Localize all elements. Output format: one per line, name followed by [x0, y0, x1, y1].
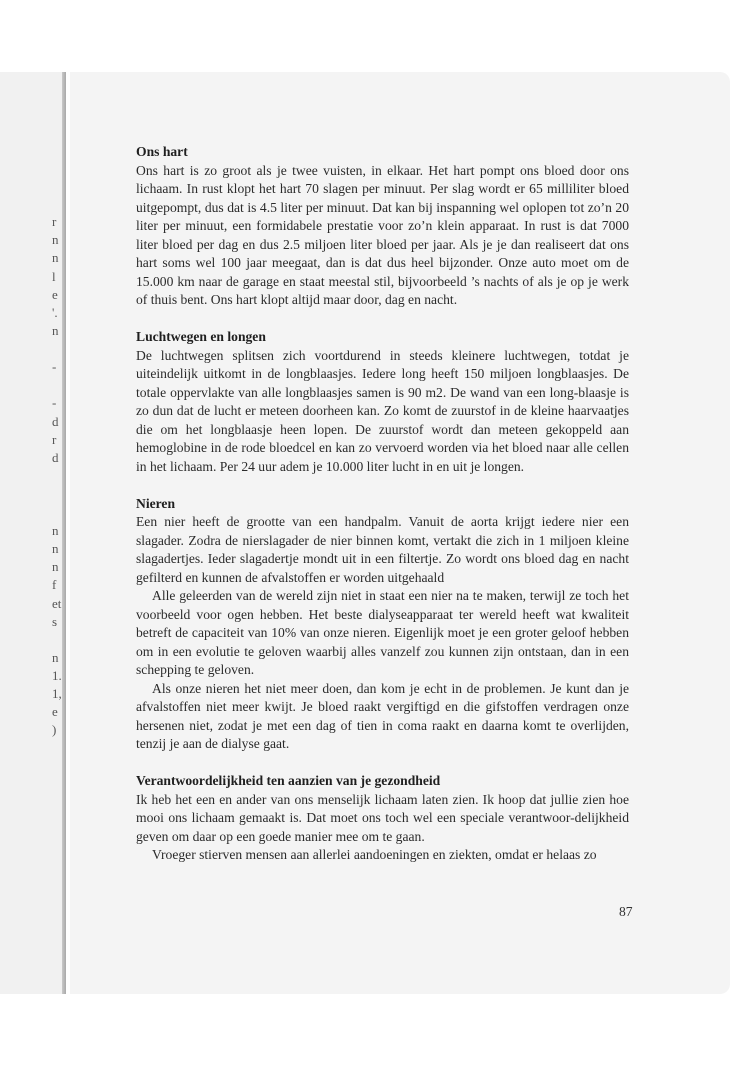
book-page: [70, 72, 730, 994]
edge-char: n: [52, 541, 59, 556]
page-gutter-shadow: [62, 72, 66, 994]
edge-char: l: [52, 269, 56, 284]
section-heading: Luchtwegen en longen: [136, 329, 266, 344]
edge-char: ): [52, 722, 57, 737]
paragraph: Ons hart is zo groot als je twee vuisten, in elkaar. Het hart pompt ons bloed door ons lichaam. In rust klopt het hart 70 slagen per minuut. Per slag wordt er 65 milliliter bloed uitgepompt, dus dat is 4.5 liter per minuut. Dat kan bij inspanning wel oplopen tot zo’n 20 liter per minuut, een formidabele prestatie voor zo’n klein apparaat. In rust is dat 7000 liter bloed per dag en dus 2.5 miljoen liter bloed per jaar. Als je je dan realiseert dat ons hart soms wel 100 jaar meegaat, dan is dat dus heel bijzonder. Onze auto moet om de 15.000 km naar de garage en staat meestal stil, bijvoorbeeld ’s nachts of als je op je werk of thuis bent. Ons hart klopt altijd maar door, dag en nacht.: [136, 162, 629, 307]
section-nieren: [136, 495, 629, 754]
paragraph: Vroeger stierven mensen aan allerlei aandoeningen en ziekten, omdat er helaas zo: [152, 847, 597, 862]
edge-char: f: [52, 577, 57, 592]
edge-char: '.: [52, 305, 58, 320]
edge-char: 1,: [52, 686, 62, 701]
section-heading: Nieren: [136, 495, 176, 511]
edge-char: e: [52, 287, 58, 302]
section-heading: Ons hart: [136, 144, 188, 159]
edge-char: n: [52, 323, 59, 338]
paragraph: Als onze nieren het niet meer doen, dan kom je echt in de problemen. Je kunt dan je afvalstoffen niet meer kwijt. Je bloed raakt vergiftigd en die gifstoffen verdragen onze hersenen niet, zodat je met een dag of tien in coma raakt en daarna komt te overlijden, tenzij je aan de dialyse gaat.: [136, 680, 629, 751]
paragraph: De luchtwegen splitsen zich voortdurend in steeds kleinere luchtwegen, totdat je uiteindelijk uitkomt in de longblaasjes. Iedere long heeft 150 miljoen longblaasjes. De totale oppervlakte van alle longblaasjes samen is 90 m2. De wand van een long-blaasje is zo dun dat de lucht er meteen doorheen kan. Zo komt de zuurstof in de kleine haarvaatjes die om het longblaasje heen lopen. De zuurstof wordt dan meteen gekoppeld aan hemoglobine in de rode bloedcel en kan zo vervoerd worden via het bloed naar alle cellen in het lichaam. Per 24 uur adem je 10.000 liter lucht in en uit je longen.: [136, 347, 629, 474]
edge-char: s: [52, 614, 58, 629]
edge-char: n: [52, 523, 59, 538]
paragraph: Alle geleerden van de wereld zijn niet in staat een nier na te maken, terwijl ze toch het voorbeeld voor ogen hebben. Het beste dialyseapparaat ter wereld heeft wat kwaliteit betreft de capaciteit van 10% van onze nieren. Eigenlijk moet je een groter geloof hebben om in een evolutie te geloven waarbij alles vanzelf zou kunnen zijn ontstaan, dan in een schepping te geloven.: [136, 588, 629, 677]
edge-char: n: [52, 559, 59, 574]
section-heading: Verantwoordelijkheid ten aanzien van je gezondheid: [136, 773, 441, 788]
edge-char: n: [52, 650, 59, 665]
section-verantwoordelijkheid: [136, 772, 629, 865]
edge-char: r: [52, 432, 57, 447]
paragraph: Ik heb het een en ander van ons menselijk lichaam laten zien. Ik hoop dat jullie zien hoe mooi ons lichaam gemaakt is. Dat moet ons toch wel een speciale verantwoor-delijkheid geven om daar op een goede manier mee om te gaan.: [136, 791, 629, 844]
edge-char: e: [52, 704, 58, 719]
section-luchtwegen-en-longen: [136, 328, 629, 476]
edge-char: d: [52, 450, 59, 465]
edge-char: -: [52, 395, 57, 410]
edge-char: -: [52, 359, 57, 374]
edge-char: et: [52, 596, 62, 611]
previous-page-edge: [0, 72, 66, 994]
page-number: 87: [619, 904, 633, 919]
edge-char: r: [52, 214, 57, 229]
edge-char: 1.: [52, 668, 62, 683]
page-content: [136, 143, 629, 883]
section-ons-hart: [136, 143, 629, 310]
edge-char: d: [52, 414, 59, 429]
edge-char: n: [52, 250, 59, 265]
edge-char: n: [52, 232, 59, 247]
paragraph: Een nier heeft de grootte van een handpalm. Vanuit de aorta krijgt iedere nier een slagader. Zodra de nierslagader de nier binnen komt, vertakt die zich in 1 miljoen kleine slagadertjes. Ieder slagadertje mondt uit in een filtertje. Zo wordt ons bloed dag en nacht gefilterd en kunnen de afvalstoffen er worden uitgehaald: [136, 514, 629, 585]
